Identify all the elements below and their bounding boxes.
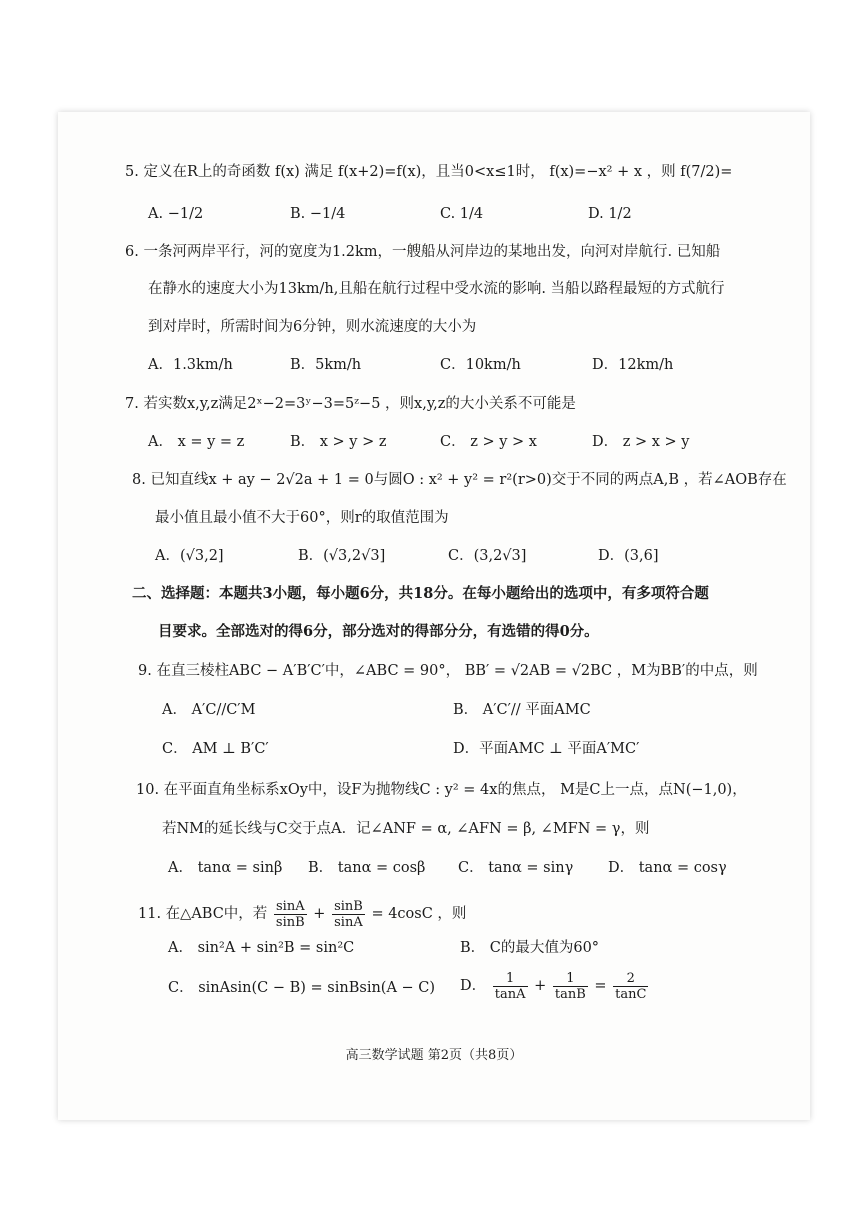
q9-stem: 9. 在直三棱柱ABC − A′B′C′中，∠ABC = 90°， BB′ = √2AB = √2BC ，M为BB′的中点，则 <box>138 663 758 679</box>
q8-option-a: A．(√3,2] <box>155 548 224 564</box>
q6-option-b: B．5km/h <box>290 357 362 373</box>
q5-option-c: C. 1/4 <box>440 206 484 222</box>
q11-option-d <box>460 968 650 1004</box>
q10-option-d: D． tanα = cosγ <box>608 860 727 876</box>
q9-option-d: D．平面AMC ⊥ 平面A′MC′ <box>453 741 640 757</box>
q9-option-c: C． AM ⊥ B′C′ <box>162 741 269 757</box>
q11-stem <box>138 896 466 932</box>
q11-d-fraction-1 <box>493 971 528 1002</box>
section2-heading-line1: 二、选择题：本题共3小题，每小题6分，共18分。在每小题给出的选项中，有多项符合题 <box>132 585 709 602</box>
q8-option-b: B．(√3,2√3] <box>298 548 386 564</box>
q11-d-fraction-3-num: 2 <box>613 971 648 987</box>
q11-stem-post: = 4cosC ，则 <box>371 906 467 922</box>
q7-option-b: B． x > y > z <box>290 434 387 450</box>
q11-fraction-1-num: sinA <box>274 899 307 915</box>
q11-option-b: B． C的最大值为60° <box>460 940 600 956</box>
q5-option-b: B. −1/4 <box>290 206 346 222</box>
q7-stem: 7. 若实数x,y,z满足2ˣ−2=3ʸ−3=5ᶻ−5 ，则x,y,z的大小关系不可能是 <box>125 396 576 412</box>
q10-option-b: B． tanα = cosβ <box>308 860 426 876</box>
q10-line2: 若NM的延长线与C交于点A．记∠ANF = α, ∠AFN = β, ∠MFN = γ，则 <box>162 821 650 837</box>
q11-option-c: C． sinAsin(C − B) = sinBsin(A − C) <box>168 980 436 996</box>
q11-fraction-2-num: sinB <box>334 898 363 914</box>
q6-option-d: D．12km/h <box>592 357 674 373</box>
q11-fraction-1-den: sinB <box>275 914 305 930</box>
q11-fraction-2-den: sinA <box>334 914 363 930</box>
q6-option-c: C．10km/h <box>440 357 521 373</box>
q11-d-fraction-3-den: tanC <box>615 986 647 1002</box>
q11-d-plus: + <box>534 978 547 994</box>
q11-d-fraction-2-num: 1 <box>553 971 588 987</box>
q10-line1: 10. 在平面直角坐标系xOy中，设F为抛物线C : y² = 4x的焦点， M是C上一点，点N(−1,0)， <box>136 782 747 798</box>
q5-option-d: D. 1/2 <box>588 206 632 222</box>
q11-fraction-1 <box>274 899 307 930</box>
q8-option-d: D．(3,6] <box>598 548 659 564</box>
q11-d-fraction-2-den: tanB <box>554 986 586 1002</box>
q5-option-a: A. −1/2 <box>148 206 204 222</box>
q11-d-fraction-1-den: tanA <box>494 986 526 1002</box>
q10-option-a: A． tanα = sinβ <box>168 860 283 876</box>
q6-line1: 6. 一条河两岸平行，河的宽度为1.2km，一艘船从河岸边的某地出发，向河对岸航行. 已知船 <box>125 244 721 260</box>
section2-heading-line2: 目要求。全部选对的得6分，部分选对的得部分分，有选错的得0分。 <box>158 623 599 640</box>
q8-line2: 最小值且最小值不大于60°，则r的取值范围为 <box>155 510 449 526</box>
q9-option-b: B． A′C′// 平面AMC <box>453 702 591 718</box>
q11-fraction-2 <box>332 899 365 930</box>
q11-option-d-label: D． <box>460 978 487 994</box>
q7-option-c: C． z > y > x <box>440 434 537 450</box>
exam-page <box>58 112 810 1120</box>
q6-line3: 到对岸时，所需时间为6分钟，则水流速度的大小为 <box>148 319 477 335</box>
q11-option-a: A． sin²A + sin²B = sin²C <box>168 940 355 956</box>
q6-line2: 在静水的速度大小为13km/h,且船在航行过程中受水流的影响. 当船以路程最短的方式航行 <box>148 281 725 297</box>
q7-option-a: A． x = y = z <box>148 434 245 450</box>
q8-line1: 8. 已知直线x + ay − 2√2a + 1 = 0与圆O : x² + y² = r²(r>0)交于不同的两点A,B ，若∠AOB存在 <box>132 472 787 488</box>
q5-stem: 5. 定义在R上的奇函数 f(x) 满足 f(x+2)=f(x)，且当0<x≤1时， f(x)=−x² + x ，则 f(7/2)= <box>125 164 733 180</box>
q11-stem-pre: 11. 在△ABC中，若 <box>138 906 268 922</box>
q11-d-equals: = <box>594 978 607 994</box>
q11-d-fraction-3 <box>613 971 648 1002</box>
q8-option-c: C．(3,2√3] <box>448 548 527 564</box>
q11-d-fraction-2 <box>553 971 588 1002</box>
q10-option-c: C． tanα = sinγ <box>458 860 574 876</box>
q11-d-fraction-1-num: 1 <box>493 971 528 987</box>
page-footer: 高三数学试题 第2页（共8页） <box>345 1048 523 1063</box>
q7-option-d: D． z > x > y <box>592 434 690 450</box>
q11-plus: + <box>313 906 326 922</box>
q9-option-a: A． A′C//C′M <box>162 702 256 718</box>
q6-option-a: A．1.3km/h <box>148 357 233 373</box>
